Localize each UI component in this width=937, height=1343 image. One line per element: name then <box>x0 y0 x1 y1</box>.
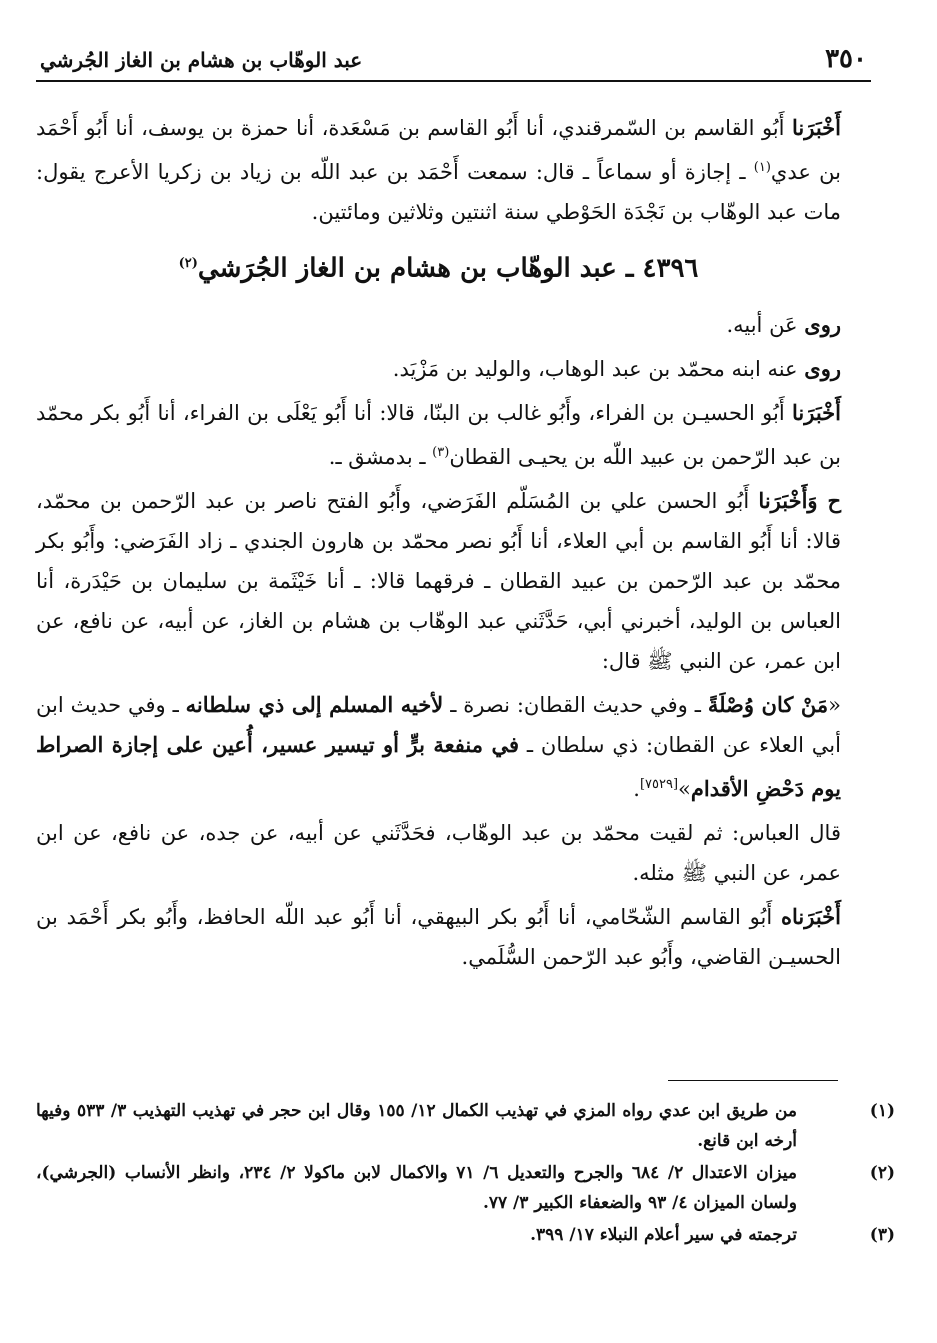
paragraph <box>36 481 841 681</box>
paragraph-lead: أَخْبَرَناه <box>781 903 841 929</box>
hadith-text <box>36 685 841 809</box>
quote-mark: « <box>828 692 842 717</box>
paragraph-lead: روى <box>804 311 841 337</box>
main-text <box>36 108 841 981</box>
footnote-text: ميزان الاعتدال ٢/ ٦٨٤ والجرح والتعديل ٦/ ٧١ والاكمال لابن ماكولا ٢/ ٢٣٤، وانظر الأنساب (الجرشي)، ولسان الميزان ٤/ ٩٣ والضعفاء الكبير ٣/ ٧٧. <box>36 1163 797 1213</box>
hadith-note: ـ وفي حديث ابن أبي العلاء عن القطان: ذي سلطان ـ <box>36 692 841 757</box>
paragraph-text: ـ إجازة أو سماعاً ـ قال: سمعت أَحْمَد بن عبد اللّه بن زياد بن زكريا الأعرج يقول: مات عبد الوهّاب بن نَجْدَة الحَوْطي سنة اثنتين وثلاثين ومائتين. <box>36 160 841 224</box>
paragraph-lead: روى <box>804 355 841 381</box>
footnote-text: من طريق ابن عدي رواه المزي في تهذيب الكمال ١٢/ ١٥٥ وقال ابن حجر في تهذيب التهذيب ٣/ ٥٣٣ وفيها أرخه ابن قانع. <box>36 1101 797 1151</box>
paragraph <box>36 897 841 977</box>
running-title: عبد الوهّاب بن هشام بن الغاز الجُرشي <box>40 48 363 72</box>
paragraph-text: أَبُو الحسيـن بن الفراء، وأَبُو غالب بن البنّا، قالا: أنا أَبُو يَعْلَى بن الفراء، أنا أَبُو بكر محمّد بن عبد الرّحمن بن عبيد اللّه بن يحيـى القطان <box>36 400 841 469</box>
paragraph-text: أَبُو القاسم بن السّمرقندي، أنا أَبُو القاسم بن مَسْعَدة، أنا حمزة بن يوسف، أنا أَبُو أَحْمَد بن عدي <box>36 116 841 184</box>
paragraph-text: عَن أبيه. <box>726 312 805 337</box>
paragraph-text: قال العباس: ثم لقيت محمّد بن عبد الوهّاب، فحَدَّثَني عن أبيه، عن جده، عن نافع، عن ابن عمر، عن النبي ﷺ مثله. <box>36 820 841 885</box>
hadith-note: ـ وفي حديث القطان: نصرة ـ <box>443 692 708 717</box>
footnote-number: (١) <box>869 1101 895 1121</box>
footnote-number: (٣) <box>869 1225 895 1245</box>
punctuation: . <box>633 776 640 801</box>
footnotes <box>36 1096 895 1252</box>
entry-heading <box>36 242 841 291</box>
paragraph-lead: أَخْبَرَنا <box>792 399 841 425</box>
paragraph-text: عنه ابنه محمّد بن عبد الوهاب، والوليد بن مَزْيَد. <box>392 356 805 381</box>
quote-mark: » <box>678 776 691 801</box>
paragraph <box>36 108 841 232</box>
header-rule <box>36 80 871 82</box>
page-header <box>40 40 867 80</box>
hadith-bold: لأخيه المسلم إلى ذي سلطانه <box>185 691 444 717</box>
paragraph <box>36 305 841 345</box>
entry-heading-text: ٤٣٩٦ ـ عبد الوهّاب بن هشام بن الغاز الجُرَشي <box>197 253 699 284</box>
footnote-text: ترجمته في سير أعلام النبلاء ١٧/ ٣٩٩. <box>530 1225 797 1245</box>
page-number: ٣٥٠ <box>825 44 867 74</box>
hadith-ref: [٧٥٢٩] <box>639 776 679 792</box>
footnote-ref: (١) <box>753 160 771 175</box>
footnote <box>36 1158 895 1218</box>
hadith-bold: في منفعة برٍّ أو تيسير عسير، أُعين على إجازة الصراط يوم دَحْضِ الأقدام <box>36 731 841 801</box>
paragraph <box>36 349 841 389</box>
footnote <box>36 1096 895 1156</box>
paragraph-text: أَبُو القاسم الشّحّامي، أنا أَبُو بكر البيهقي، أنا أَبُو عبد اللّه الحافظ، وأَبُو بكر أَحْمَد بن الحسيـن القاضي، وأَبُو عبد الرّحمن السُّلَمي. <box>36 904 841 969</box>
footnote <box>36 1220 895 1250</box>
paragraph <box>36 393 841 477</box>
paragraph-text: أَبُو الحسن علي بن المُسَلّم الفَرَضي، وأَبُو الفتح ناصر بن عبد الرّحمن بن محمّد، قالا: أنا أَبُو القاسم بن أبي العلاء، أنا أَبُو نصر محمّد بن هارون الجندي ـ زاد الفَرَضي: وأَبُو بكر محمّد بن عبد الرّحمن بن عبيد القطان ـ فرقهما قالا: ـ أنا خَيْثَمة بن سليمان بن حَيْدَرة، أنا العباس بن الوليد، أخبرني أبي، حَدَّثَني عبد الوهّاب بن هشام بن الغاز، عن أبيه، عن نافع، عن ابن عمر، عن النبي ﷺ قال: <box>36 488 841 673</box>
paragraph <box>36 813 841 893</box>
footnote-ref: (٣) <box>432 444 450 460</box>
hadith-bold: مَنْ كان وُصْلَةً <box>707 691 829 717</box>
paragraph-lead: ح وَأَخْبَرَنا <box>758 487 841 513</box>
footnote-rule <box>668 1080 838 1081</box>
footnote-ref: (٢) <box>178 256 198 271</box>
paragraph-text: ـ بدمشق ـ. <box>328 444 433 469</box>
paragraph-lead: أَخْبَرَنا <box>792 115 841 140</box>
footnote-number: (٢) <box>869 1163 895 1183</box>
